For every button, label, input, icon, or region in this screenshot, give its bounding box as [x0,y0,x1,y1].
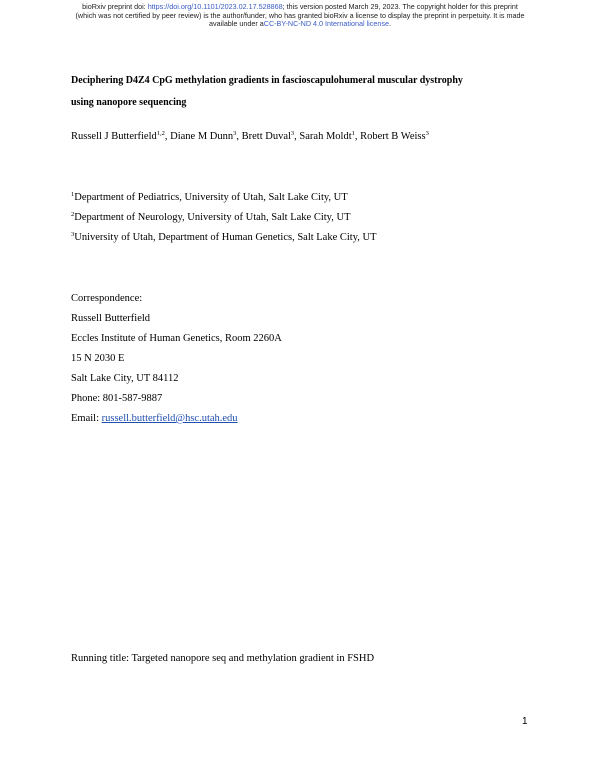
title-line-2: using nanopore sequencing [71,97,187,108]
correspondence-heading: Correspondence: [71,293,143,304]
author: Sarah Moldt$^1$, [299,130,361,142]
correspondence-city: Salt Lake City, UT 84112 [71,373,179,384]
affiliation-2: $^2$Department of Neurology, University of Utah, Salt Lake City, UT [71,211,351,223]
doi-link[interactable]: https://doi.org/10.1101/2023.02.17.528868 [147,2,283,11]
title-line-1: Deciphering D4Z4 CpG methylation gradients in fascioscapulohumeral muscular dystrophy [71,75,463,86]
paper-title [71,70,541,114]
correspondence-institute: Eccles Institute of Human Genetics, Room 2260A [71,333,282,344]
author: Russell J Butterfield$^{1,2}$, [71,130,171,142]
author: Diane M Dunn$^3$, [170,130,242,142]
correspondence-phone: Phone: 801-587-9887 [71,393,163,404]
author: Robert B Weiss$^3$ [360,130,429,142]
banner-line-1: bioRxiv preprint doi: https://doi.org/10.1101/2023.02.17.528868; this version posted March 29, 2023. The copyright holder for this preprint [82,2,518,11]
correspondence-name: Russell Butterfield [71,313,151,324]
affiliation-3: $^3$University of Utah, Department of Human Genetics, Salt Lake City, UT [71,231,377,243]
correspondence-email: Email: russell.butterfield@hsc.utah.edu [71,413,238,424]
correspondence-street: 15 N 2030 E [71,353,125,364]
license-link[interactable]: CC-BY-NC-ND 4.0 International license [263,19,389,29]
email-link[interactable]: russell.butterfield@hsc.utah.edu [101,413,238,424]
author: Brett Duval$^3$, [241,130,300,142]
affiliation-1: $^1$Department of Pediatrics, University of Utah, Salt Lake City, UT [71,191,348,203]
page-number: 1 [522,716,528,727]
banner-line-2: (which was not certified by peer review) is the author/funder, who has granted bioRxiv a license to display the preprint in perpetuity. It is made [75,10,525,20]
running-title: Running title: Targeted nanopore seq and methylation gradient in FSHD [71,653,375,664]
author-list [71,131,429,142]
banner-line-3: available under aCC-BY-NC-ND 4.0 International license. [209,19,391,29]
preprint-banner [0,3,600,29]
